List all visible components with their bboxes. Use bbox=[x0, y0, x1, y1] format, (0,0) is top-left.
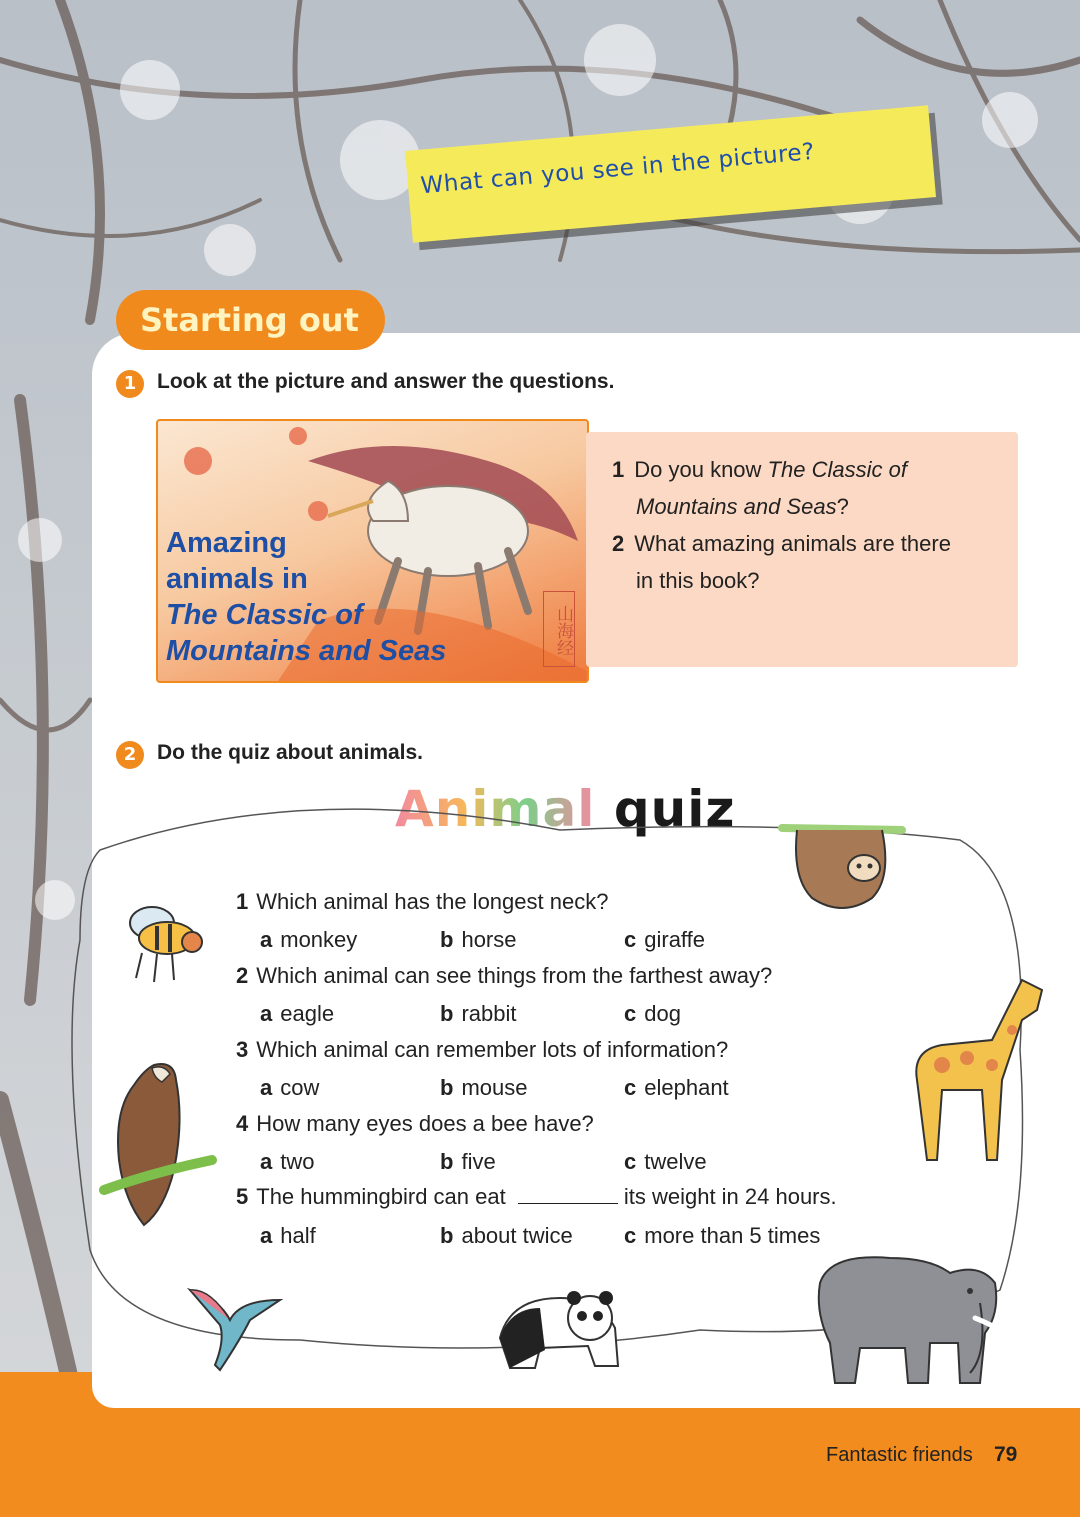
quiz-question-1: 1 Which animal has the longest neck? bbox=[236, 889, 609, 914]
quiz-question-5: 5 The hummingbird can eat its weight in 24 hours. bbox=[236, 1184, 837, 1209]
question-1-line-1: 1 Do you know The Classic of bbox=[612, 457, 907, 482]
book-title-line-2: animals in bbox=[166, 563, 308, 595]
quiz-title-colored: Animal bbox=[395, 780, 596, 838]
quiz-2-option-a[interactable]: a eagle bbox=[260, 1001, 335, 1026]
quiz-5-option-b[interactable]: b about twice bbox=[440, 1223, 573, 1248]
quiz-4-option-b[interactable]: b five bbox=[440, 1149, 496, 1174]
page-number: 79 bbox=[994, 1443, 1018, 1466]
seal-stamp: 山海经 bbox=[543, 591, 575, 667]
book-title-line-1: Amazing bbox=[166, 527, 287, 559]
giraffe-icon bbox=[902, 970, 1062, 1170]
sloth-icon bbox=[782, 818, 902, 918]
hummingbird-icon bbox=[180, 1280, 290, 1380]
elephant-icon bbox=[810, 1243, 1020, 1393]
quiz-question-4: 4 How many eyes does a bee have? bbox=[236, 1111, 594, 1136]
question-1-line-2: Mountains and Seas? bbox=[636, 494, 849, 519]
book-title-line-3: The Classic of bbox=[166, 599, 363, 631]
quiz-1-option-b[interactable]: b horse bbox=[440, 927, 517, 952]
section-title: Starting out bbox=[116, 290, 385, 350]
sticky-note-text: What can you see in the picture? bbox=[419, 138, 816, 200]
quiz-question-3: 3 Which animal can remember lots of information? bbox=[236, 1037, 729, 1062]
activity-2-instruction: Do the quiz about animals. bbox=[157, 741, 424, 764]
eagle-icon bbox=[104, 1060, 214, 1230]
bee-icon bbox=[112, 898, 212, 988]
quiz-2-option-c[interactable]: c dog bbox=[624, 1001, 681, 1026]
quiz-1-option-a[interactable]: a monkey bbox=[260, 927, 358, 952]
book-title-line-4: Mountains and Seas bbox=[166, 635, 447, 667]
panda-icon bbox=[490, 1278, 630, 1378]
quiz-1-option-c[interactable]: c giraffe bbox=[624, 927, 705, 952]
quiz-3-option-c[interactable]: c elephant bbox=[624, 1075, 729, 1100]
quiz-5-option-c[interactable]: c more than 5 times bbox=[624, 1223, 821, 1248]
footer-unit-title: Fantastic friends bbox=[826, 1444, 973, 1466]
quiz-question-2: 2 Which animal can see things from the farthest away? bbox=[236, 963, 773, 988]
activity-number-2: 2 bbox=[116, 741, 144, 769]
quiz-title bbox=[395, 780, 735, 838]
quiz-title-dark: quiz bbox=[613, 780, 736, 838]
quiz-4-option-c[interactable]: c twelve bbox=[624, 1149, 707, 1174]
quiz-4-option-a[interactable]: a two bbox=[260, 1149, 315, 1174]
book-cover bbox=[156, 419, 589, 683]
question-2-line-1: 2 What amazing animals are there bbox=[612, 531, 951, 556]
book-title bbox=[166, 525, 446, 669]
quiz-2-option-b[interactable]: b rabbit bbox=[440, 1001, 517, 1026]
activity-number-1: 1 bbox=[116, 370, 144, 398]
quiz-3-option-b[interactable]: b mouse bbox=[440, 1075, 528, 1100]
quiz-5-blank[interactable] bbox=[518, 1185, 618, 1204]
activity-1-instruction: Look at the picture and answer the questions. bbox=[157, 370, 615, 393]
question-2-line-2: in this book? bbox=[636, 568, 760, 593]
quiz-3-option-a[interactable]: a cow bbox=[260, 1075, 320, 1100]
quiz-5-option-a[interactable]: a half bbox=[260, 1223, 316, 1248]
